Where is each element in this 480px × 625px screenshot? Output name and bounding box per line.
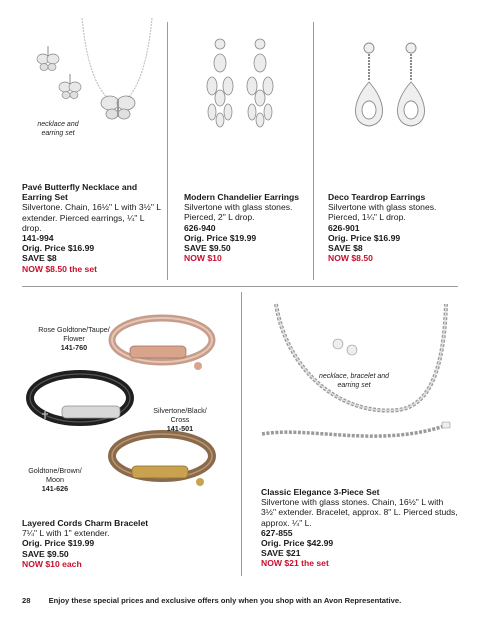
original-price: Orig. Price $19.99: [184, 232, 257, 243]
product-name: Deco Teardrop Earrings: [328, 192, 426, 202]
variant-item: 141-626: [41, 484, 69, 493]
savings: SAVE $8: [328, 243, 363, 254]
product-elegance: [261, 487, 459, 569]
divider-vertical-top-2: [313, 22, 314, 280]
product-name: Modern Chandelier Earrings: [184, 192, 300, 202]
product-teardrop: [328, 192, 458, 263]
variant-item: 141-501: [166, 424, 194, 433]
divider-vertical-top-1: [167, 22, 168, 280]
sale-price: NOW $10: [184, 253, 222, 264]
variant-silvertone: [148, 406, 212, 433]
necklace-strand: [276, 304, 446, 411]
chandelier-left: [207, 54, 233, 127]
page-number: 28: [22, 596, 31, 605]
bracelet-strand: [262, 426, 444, 436]
butterfly-pendant: [101, 96, 135, 119]
product-name: Layered Cords Charm Bracelet: [22, 518, 149, 528]
footer-text: Enjoy these special prices and exclusive offers only when you shop with an Avon Representative.: [48, 596, 402, 605]
sale-price: NOW $10 each: [22, 558, 82, 569]
original-price: Orig. Price $16.99: [328, 232, 401, 243]
savings: SAVE $9.50: [184, 243, 231, 254]
savings: SAVE $9.50: [22, 548, 69, 559]
product-description: 7¼" L with 1" extender.: [22, 528, 110, 539]
product-description: Silvertone with glass stones. Pierced, 1¼" L drop.: [328, 202, 437, 223]
savings: SAVE $8: [22, 253, 57, 264]
stud-earrings: [333, 339, 357, 355]
item-number: 626-940: [184, 222, 216, 233]
item-number: 626-901: [328, 222, 360, 233]
product-name: Pavé Butterfly Necklace and Earring Set: [22, 182, 138, 203]
product-chandelier: [184, 192, 308, 263]
original-price: Orig. Price $19.99: [22, 538, 95, 549]
teardrop-earrings-image: [345, 42, 435, 152]
butterfly-necklace-image: [20, 18, 165, 128]
variant-rose-gold: [28, 325, 120, 352]
product-cords: [22, 518, 236, 569]
rose-gold-bracelet: [112, 318, 212, 370]
product-butterfly: [22, 182, 164, 274]
divider-horizontal: [22, 286, 458, 287]
butterfly-caption: necklace and earring set: [37, 121, 79, 137]
product-name: Classic Elegance 3-Piece Set: [261, 487, 380, 497]
elegance-caption: necklace, bracelet and earring set: [318, 373, 390, 389]
product-description: Silvertone with glass stones. Chain, 16½" L with 3½" extender. Bracelet, approx. 8" L. Pierced studs, approx. ¼" L.: [261, 497, 458, 528]
product-description: Silvertone. Chain, 16½" L with 3½" L extender. Pierced earrings, ¼" L drop.: [22, 202, 161, 233]
butterfly-earring-2: [59, 74, 81, 99]
variant-goldtone: [22, 466, 88, 493]
variant-label: Goldtone/Brown/ Moon: [28, 466, 82, 484]
item-number: 141-994: [22, 233, 54, 244]
brown-bracelet: [112, 434, 212, 486]
divider-vertical-bottom: [241, 292, 242, 576]
chandelier-earrings-image: [200, 38, 280, 163]
sale-price: NOW $8.50: [328, 253, 373, 264]
butterfly-earring-1: [37, 46, 59, 71]
black-bracelet: [30, 374, 130, 422]
original-price: Orig. Price $42.99: [261, 538, 334, 549]
savings: SAVE $21: [261, 548, 301, 559]
variant-label: Rose Goldtone/Taupe/ Flower: [38, 325, 110, 343]
variant-item: 141-760: [60, 343, 88, 352]
original-price: Orig. Price $16.99: [22, 243, 95, 254]
sale-price: NOW $21 the set: [261, 558, 329, 569]
item-number: 627-855: [261, 527, 293, 538]
chandelier-right: [247, 54, 273, 127]
page-footer: [22, 596, 401, 605]
variant-label: Silvertone/Black/ Cross: [153, 406, 207, 424]
product-description: Silvertone with glass stones. Pierced, 2" L drop.: [184, 202, 293, 223]
sale-price: NOW $8.50 the set: [22, 263, 97, 274]
